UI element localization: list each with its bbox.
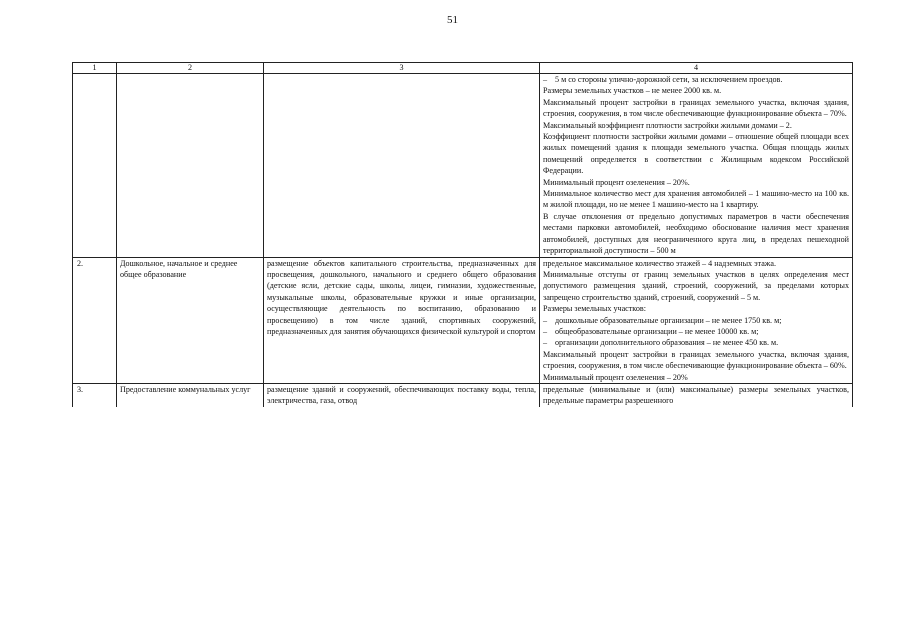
dash-item-text: 5 м со стороны улично-дорожной сети, за исключением проездов. [555,75,783,84]
paragraph: Размеры земельных участков – не менее 2000 кв. м. [543,86,722,96]
dash-list-item [543,337,849,348]
row2-num: 2. [73,257,117,383]
dash-bullet: – [543,338,548,348]
dash-item-text: организации дополнительного образования – не менее 450 кв. м. [555,338,779,348]
paragraph: Максимальный процент застройки в границах земельного участка, включая здания, строения, сооружения, в том числе обеспечивающие функционирование объекта – 70%. [543,97,849,119]
paragraph: Максимальный процент застройки в границах земельного участка, включая здания, строения, сооружения, в том числе обеспечивающие функционирование объекта – 60%. [543,349,849,371]
row1-params [540,74,853,258]
row3-name: Предоставление коммунальных услуг [117,383,264,406]
paragraph: Размеры земельных участков: [543,304,646,314]
dash-list-item [543,326,849,337]
paragraph: Максимальный коэффициент плотности застройки жилыми домами – 2. [543,120,792,130]
land-use-table [72,62,853,407]
dash-list-item [543,315,849,326]
header-col-3: 3 [264,63,540,74]
header-row [73,63,853,74]
row3-description: размещение зданий и сооружений, обеспечивающих поставку воды, тепла, электричества, газа, отвод [264,383,540,406]
header-col-2: 2 [117,63,264,74]
dash-list-item [543,74,849,85]
dash-bullet: – [543,315,548,325]
header-col-4: 4 [540,63,853,74]
dash-item-text: дошкольные образовательные организации – не менее 1750 кв. м; [555,315,782,325]
dash-bullet: – [543,75,548,84]
dash-bullet: – [543,326,548,336]
table-row [73,257,853,383]
row1-description [264,74,540,258]
header-col-1: 1 [73,63,117,74]
dash-item-text: общеобразовательные организации – не менее 10000 кв. м; [555,326,759,336]
paragraph: предельное максимальное количество этажей – 4 надземных этажа. [543,258,777,268]
row2-params [540,257,853,383]
paragraph: Минимальное количество мест для хранения автомобилей – 1 машино-место на 100 кв. м жилой площади, но не менее 1 машино-место на 1 квартиру. [543,189,849,210]
row2-description: размещение объектов капитального строительства, предназначенных для просвещения, дошкольного, начального и среднего общего образования (детские ясли, детские сады, школы, лицеи, гимназии, художественные, музыкальные школы, образовательные кружки и иные организации, осуществляющие деятельность по воспитанию, образованию и просвещению) в том числе зданий, спортивных сооружений, предназначенных для занятия обучающихся физической культурой и спортом [264,257,540,383]
paragraph: Минимальный процент озеленения – 20%. [543,177,690,187]
row2-name: Дошкольное, начальное и среднее общее образование [117,257,264,383]
paragraph: В случае отклонения от предельно допустимых параметров в части обеспечения местами парковки автомобилей, необходимо обоснование наличия мест хранения автомобилей, доступных для неограниченного круга лиц, в пределах пешеходной территориальной доступности – 500 м [543,211,849,256]
table-row [73,383,853,406]
row3-num: 3. [73,383,117,406]
row1-name [117,74,264,258]
paragraph: Минимальный процент озеленения – 20% [543,372,688,382]
table-row [73,74,853,258]
row1-num [73,74,117,258]
paragraph: Минимальные отступы от границ земельных участков в целях определения мест допустимого размещения зданий, строений, сооружений, за пределами которых запрещено строительство зданий, строений, сооружений – 5 м. [543,269,849,302]
row3-params: предельные (минимальные и (или) максимальные) размеры земельных участков, предельные параметры разрешенного [540,383,853,406]
page-number: 51 [447,14,458,26]
paragraph: Коэффициент плотности застройки жилыми домами – отношение общей площади всех жилых помещений здания к площади земельного участка. Общая площадь жилых помещений определяется в соответствии с Жилищным кодексом Российской Федерации. [543,132,849,176]
